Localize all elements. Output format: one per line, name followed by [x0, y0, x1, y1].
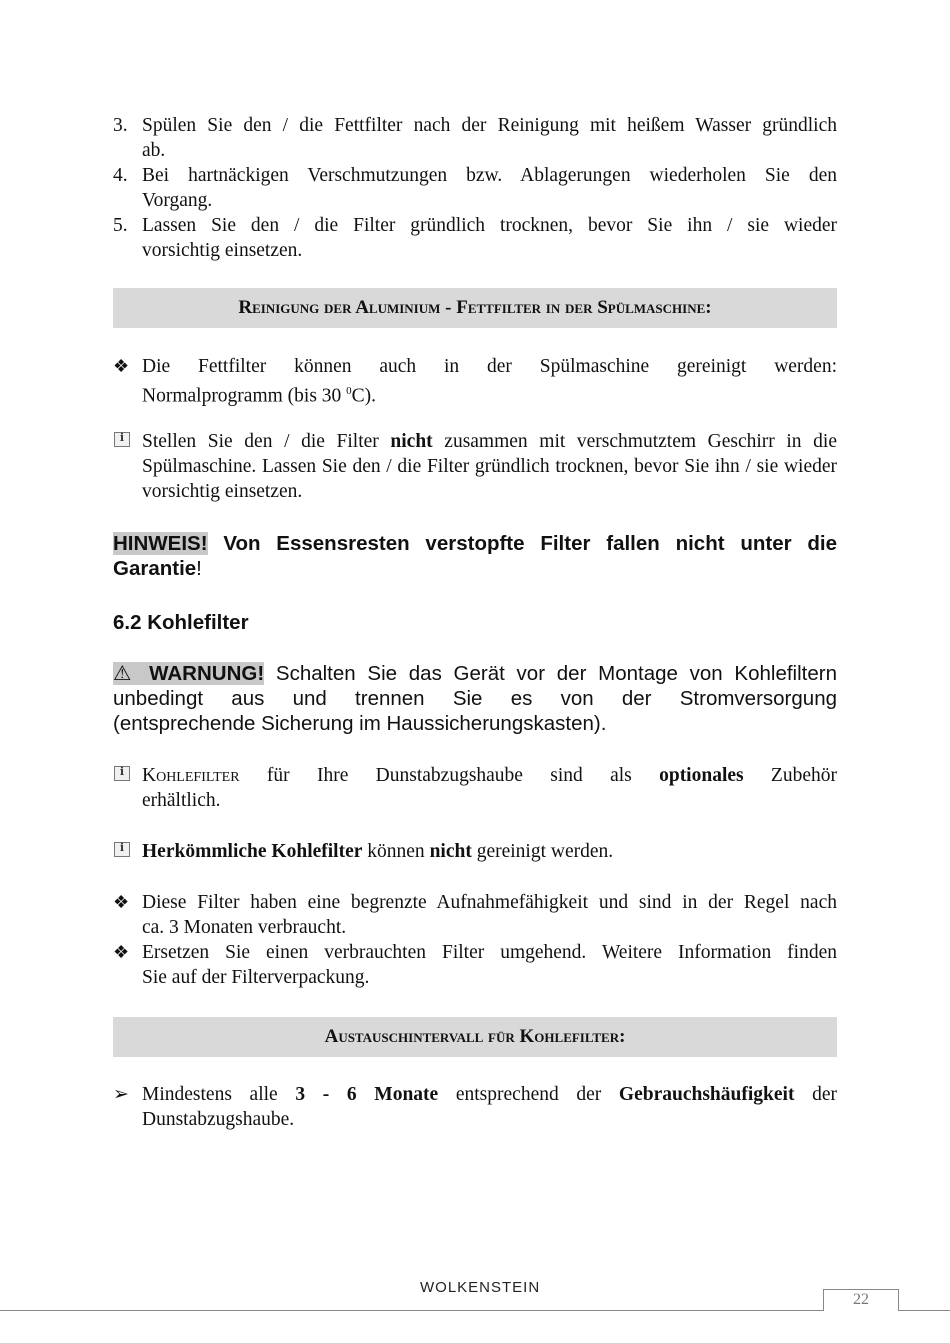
bullet-text-line2: Normalprogramm (bis 30 $^0$C).: [142, 385, 377, 407]
warning-triangle-icon: ⚠: [113, 662, 138, 685]
diamond-bullet-icon: ❖: [113, 942, 130, 962]
info-icon: i: [114, 842, 130, 857]
info-icon: i: [114, 766, 130, 781]
diamond-bullet-icon: ❖: [113, 356, 130, 376]
section-header-interval: [113, 1017, 837, 1057]
bullet-text-line2: ca. 3 Monaten verbraucht.: [142, 917, 347, 938]
info-note-not-cleanable: Herkömmliche Kohlefilter können nicht gereinigt werden.: [142, 841, 614, 862]
step-text-line2: Vorgang.: [142, 190, 213, 211]
bullet-text-line1: Die Fettfilter können auch in der Spülmaschine gereinigt werden:: [142, 356, 837, 377]
section-title: Austauschintervall für Kohlefilter:: [324, 1026, 626, 1047]
warnung-label: ⚠ WARNUNG!: [113, 662, 265, 685]
warnung-line2: unbedingt aus und trennen Sie es von der Stromversorgung: [113, 687, 837, 710]
step-number: 4.: [113, 165, 128, 186]
info-note-optional-line1: Kohlefilter für Ihre Dunstabzugshaube sind als optionales Zubehör: [142, 765, 837, 786]
info-note-optional-line2: erhältlich.: [142, 790, 221, 811]
step-text-line1: Lassen Sie den / die Filter gründlich trocknen, bevor Sie ihn / sie wieder: [142, 215, 837, 236]
bullet-text-line2: Sie auf der Filterverpackung.: [142, 967, 370, 988]
page-number-box: [823, 1289, 899, 1311]
step-text-line1: Spülen Sie den / die Fettfilter nach der Reinigung mit heißem Wasser gründlich: [142, 115, 837, 136]
warnung-line1: ⚠ WARNUNG! Schalten Sie das Gerät vor der Montage von Kohlefiltern: [113, 662, 837, 685]
hinweis-label: HINWEIS!: [113, 532, 208, 555]
step-number: 5.: [113, 215, 128, 236]
bullet-text-line1: Ersetzen Sie einen verbrauchten Filter umgehend. Weitere Information finden: [142, 942, 837, 963]
page-number: 22: [853, 1291, 869, 1308]
interval-text-line1: Mindestens alle 3 - 6 Monate entsprechend der Gebrauchshäufigkeit der: [142, 1084, 837, 1105]
step-text-line2: vorsichtig einsetzen.: [142, 240, 303, 261]
info-icon: i: [114, 432, 130, 447]
info-note-dishwasher: Stellen Sie den / die Filter nicht zusammen mit verschmutztem Geschirr in die Spülmaschine. Lassen Sie den / die Filter gründlich trocknen, bevor Sie ihn / sie wieder vorsichtig einsetzen.: [142, 431, 837, 502]
footer-divider: [0, 1310, 950, 1311]
step-text-line2: ab.: [142, 140, 166, 161]
step-text-line1: Bei hartnäckigen Verschmutzungen bzw. Ablagerungen wiederholen Sie den: [142, 165, 837, 186]
arrow-bullet-icon: ➢: [113, 1084, 129, 1105]
hinweis-line1: HINWEIS! Von Essensresten verstopfte Filter fallen nicht unter die: [113, 532, 837, 555]
diamond-bullet-icon: ❖: [113, 892, 130, 912]
bullet-text-line1: Diese Filter haben eine begrenzte Aufnahmefähigkeit und sind in der Regel nach: [142, 892, 837, 913]
brand-logo: WOLKENSTEIN: [420, 1279, 541, 1296]
section-title: Reinigung der Aluminium - Fettfilter in der Spülmaschine:: [238, 297, 712, 318]
step-number: 3.: [113, 115, 128, 136]
interval-text-line2: Dunstabzugshaube.: [142, 1109, 295, 1130]
hinweis-line2: Garantie!: [113, 557, 202, 580]
warnung-line3: (entsprechende Sicherung im Haussicherungskasten).: [113, 712, 607, 735]
subsection-title: 6.2 Kohlefilter: [113, 611, 249, 634]
section-header-aluminium: [113, 288, 837, 328]
